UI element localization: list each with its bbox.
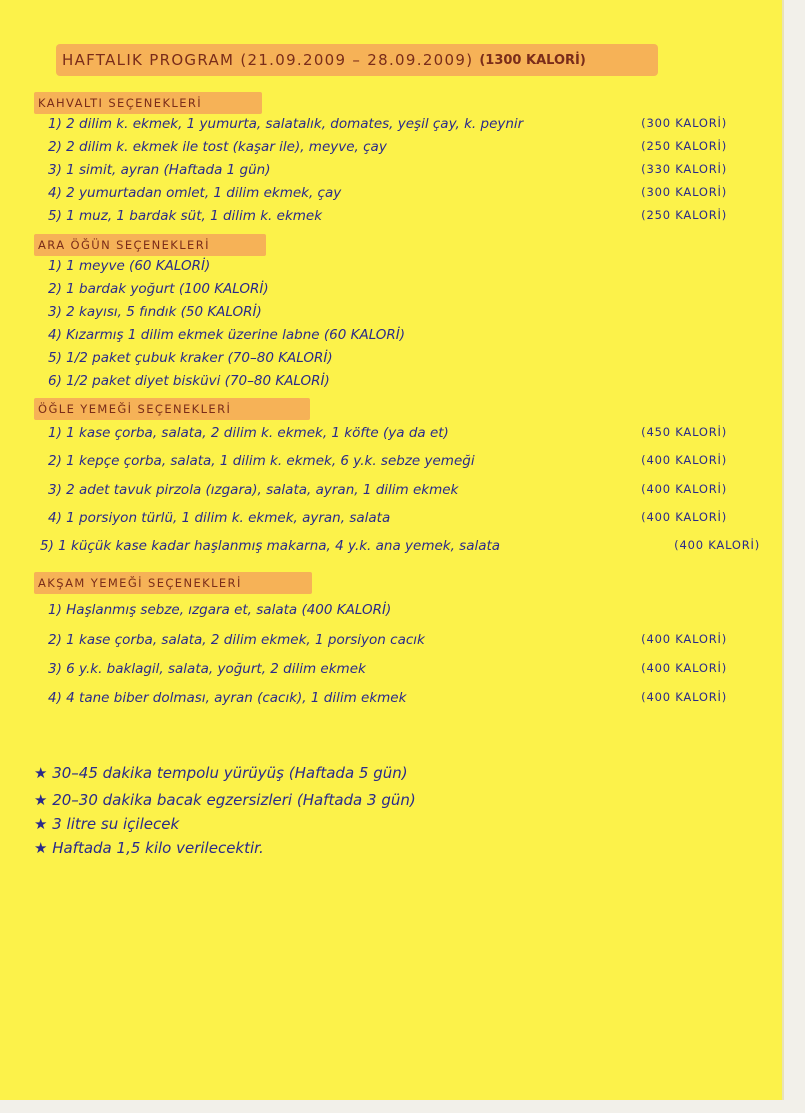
- breakfast-heading: KAHVALTI SEÇENEKLERİ: [34, 92, 262, 114]
- title-text: HAFTALIK PROGRAM (21.09.2009 – 28.09.2009): [62, 51, 474, 69]
- snack-item: 3) 2 kayısı, 5 fındık (50 KALORİ): [48, 304, 262, 320]
- dinner-heading: AKŞAM YEMEĞİ SEÇENEKLERİ: [34, 572, 312, 594]
- breakfast-item: 2) 2 dilim k. ekmek ile tost (kaşar ile), meyve, çay (250 KALORİ): [48, 139, 727, 155]
- note-item: ★ 30–45 dakika tempolu yürüyüş (Haftada 5 gün): [34, 764, 408, 782]
- breakfast-item: 3) 1 simit, ayran (Haftada 1 gün) (330 KALORİ): [48, 162, 727, 178]
- page-title: [56, 44, 658, 76]
- lunch-heading: ÖĞLE YEMEĞİ SEÇENEKLERİ: [34, 398, 310, 420]
- dinner-item: 3) 6 y.k. baklagil, salata, yoğurt, 2 dilim ekmek (400 KALORİ): [48, 661, 727, 677]
- title-total-calories: (1300 KALORİ): [479, 52, 586, 68]
- dinner-item: 4) 4 tane biber dolması, ayran (cacık), 1 dilim ekmek (400 KALORİ): [48, 690, 727, 706]
- breakfast-item: 1) 2 dilim k. ekmek, 1 yumurta, salatalık, domates, yeşil çay, k. peynir (300 KALORİ): [48, 116, 727, 132]
- note-item: ★ Haftada 1,5 kilo verilecektir.: [34, 839, 264, 857]
- snack-item: 6) 1/2 paket diyet bisküvi (70–80 KALORİ): [48, 373, 330, 389]
- note-item: ★ 3 litre su içilecek: [34, 815, 180, 833]
- dinner-item: 2) 1 kase çorba, salata, 2 dilim ekmek, 1 porsiyon cacık (400 KALORİ): [48, 632, 727, 648]
- snack-item: 2) 1 bardak yoğurt (100 KALORİ): [48, 281, 269, 297]
- breakfast-item: 5) 1 muz, 1 bardak süt, 1 dilim k. ekmek (250 KALORİ): [48, 208, 727, 224]
- note-item: ★ 20–30 dakika bacak egzersizleri (Haftada 3 gün): [34, 791, 416, 809]
- lunch-item: 1) 1 kase çorba, salata, 2 dilim k. ekmek, 1 köfte (ya da et) (450 KALORİ): [48, 425, 727, 441]
- dinner-item: 1) Haşlanmış sebze, ızgara et, salata (400 KALORİ): [48, 602, 392, 618]
- snack-heading: ARA ÖĞÜN SEÇENEKLERİ: [34, 234, 266, 256]
- snack-item: 4) Kızarmış 1 dilim ekmek üzerine labne (60 KALORİ): [48, 327, 406, 343]
- lunch-item: 4) 1 porsiyon türlü, 1 dilim k. ekmek, ayran, salata (400 KALORİ): [48, 510, 727, 526]
- lunch-item: 5) 1 küçük kase kadar haşlanmış makarna, 4 y.k. ana yemek, salata (400 KALORİ): [40, 538, 760, 554]
- lunch-item: 3) 2 adet tavuk pirzola (ızgara), salata, ayran, 1 dilim ekmek (400 KALORİ): [48, 482, 727, 498]
- breakfast-item: 4) 2 yumurtadan omlet, 1 dilim ekmek, çay (300 KALORİ): [48, 185, 727, 201]
- snack-item: 1) 1 meyve (60 KALORİ): [48, 258, 211, 274]
- lunch-item: 2) 1 kepçe çorba, salata, 1 dilim k. ekmek, 6 y.k. sebze yemeği (400 KALORİ): [48, 453, 727, 469]
- snack-item: 5) 1/2 paket çubuk kraker (70–80 KALORİ): [48, 350, 333, 366]
